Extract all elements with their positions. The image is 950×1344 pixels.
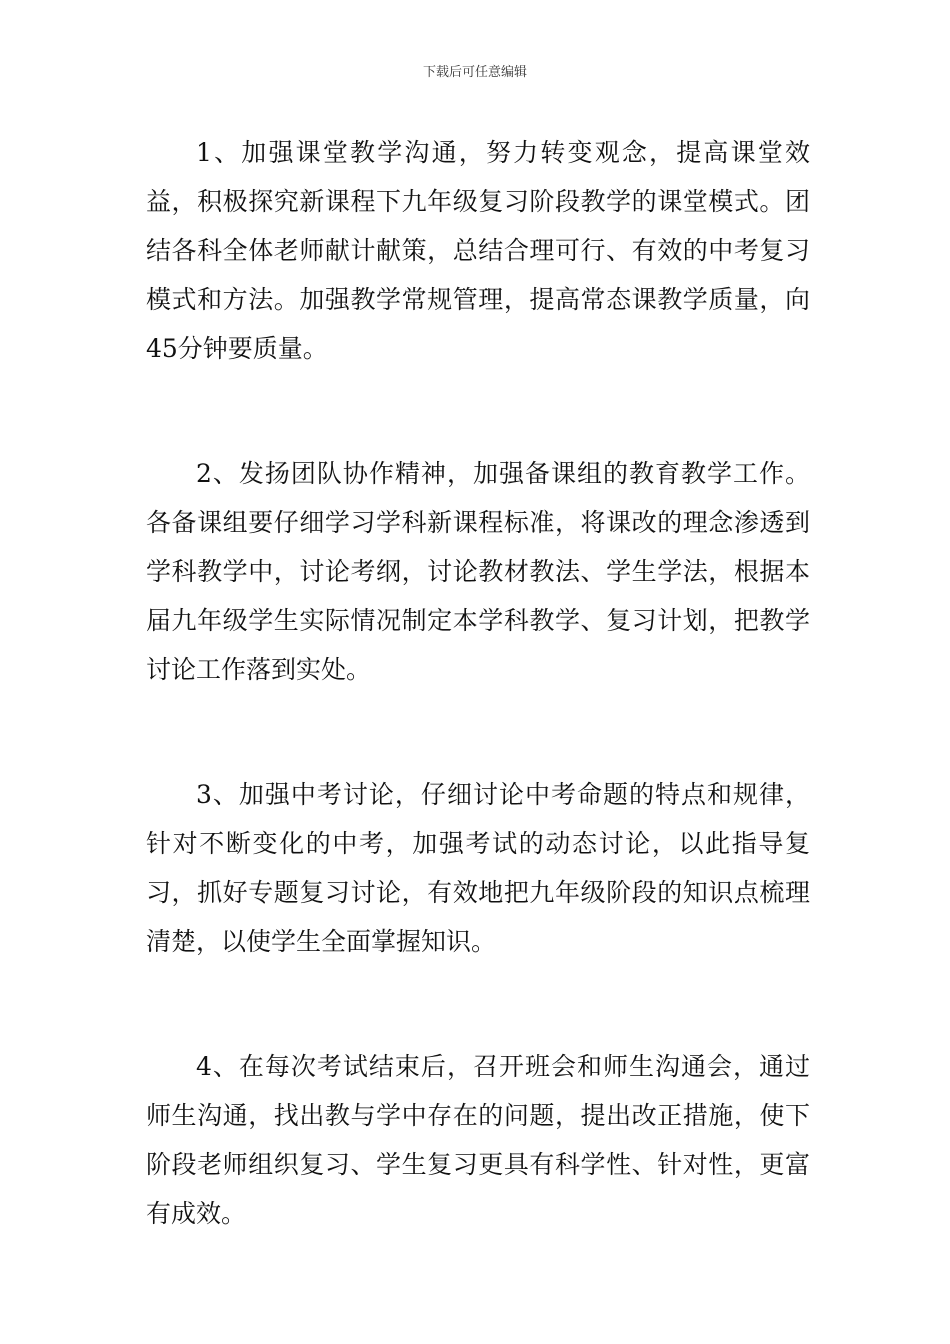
- paragraph-3: 3、加强中考讨论，仔细讨论中考命题的特点和规律，针对不断变化的中考，加强考试的动态讨论，以此指导复习，抓好专题复习讨论，有效地把九年级阶段的知识点梳理清楚，以使学生全面掌握知识。: [146, 780, 810, 956]
- page-header: 下载后可任意编辑: [422, 65, 527, 80]
- paragraph-1: 1、加强课堂教学沟通，努力转变观念，提高课堂效益，积极探究新课程下九年级复习阶段教学的课堂模式。团结各科全体老师献计献策，总结合理可行、有效的中考复习模式和方法。加强教学常规管理，提高常态课教学质量，向45分钟要质量。: [146, 138, 810, 363]
- paragraph-2: 2、发扬团队协作精神，加强备课组的教育教学工作。各备课组要仔细学习学科新课程标准，将课改的理念渗透到学科教学中，讨论考纲，讨论教材教法、学生学法，根据本届九年级学生实际情况制定本学科教学、复习计划，把教学讨论工作落到实处。: [146, 459, 810, 684]
- paragraph-4: 4、在每次考试结束后，召开班会和师生沟通会，通过师生沟通，找出教与学中存在的问题，提出改正措施，使下阶段老师组织复习、学生复习更具有科学性、针对性，更富有成效。: [146, 1052, 810, 1228]
- document-body: [146, 128, 810, 1238]
